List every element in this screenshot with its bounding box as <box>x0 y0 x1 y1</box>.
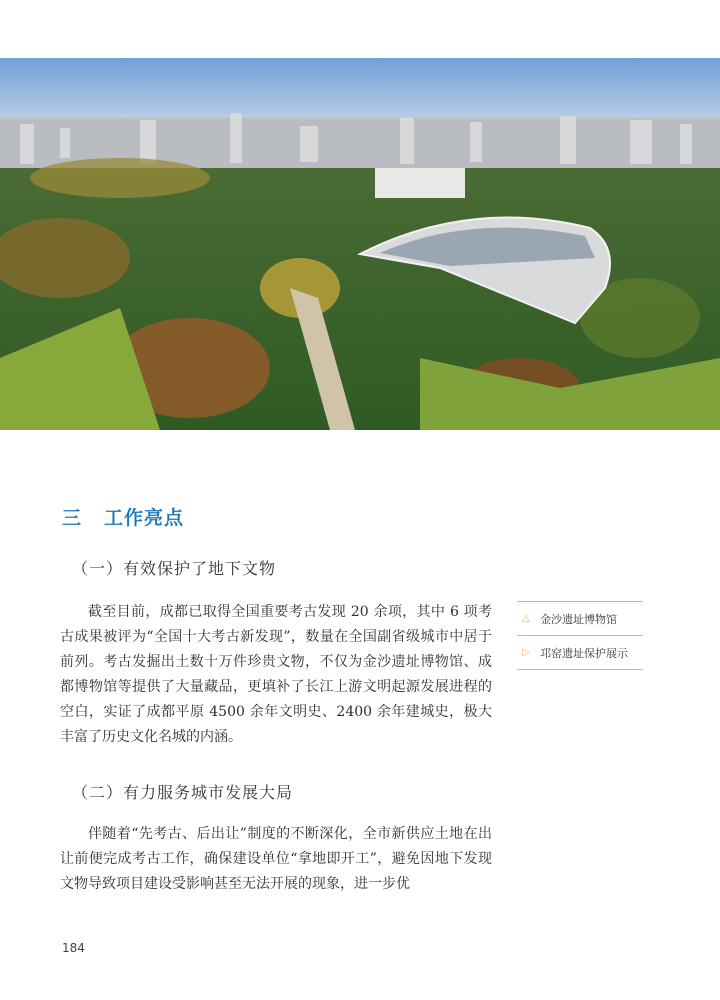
sidebar-item-label: 金沙遗址博物馆 <box>540 612 617 626</box>
section-heading <box>62 503 184 530</box>
triangle-right-outline-icon: ▷ <box>522 647 530 658</box>
aerial-photo-jinsha-museum <box>0 58 720 430</box>
sidebar-item-qiongyao-site[interactable] <box>517 636 643 669</box>
sidebar-item-jinsha-museum[interactable] <box>517 602 643 635</box>
divider <box>517 669 643 670</box>
subsection-heading: （一）有效保护了地下文物 <box>72 559 277 578</box>
page-number: 184 <box>62 941 85 955</box>
sidebar-related-links <box>517 601 643 670</box>
section-title: 工作亮点 <box>104 507 185 529</box>
subsection-heading: （二）有力服务城市发展大局 <box>72 783 294 802</box>
sidebar-item-label: 邛窑遗址保护展示 <box>540 646 628 660</box>
body-paragraph: 伴随着“先考古、后出让”制度的不断深化，全市新供应土地在出让前便完成考古工作，确保建设单位“拿地即开工”，避免因地下发现文物导致项目建设受影响甚至无法开展的现象，进一步优 <box>60 826 492 892</box>
triangle-up-outline-icon: △ <box>522 613 530 624</box>
body-paragraph: 截至目前，成都已取得全国重要考古发现 20 余项，其中 6 项考古成果被评为“全国十大考古新发现”，数量在全国副省级城市中居于前列。考古发掘出土数十万件珍贵文物，不仅为金沙遗址博物馆、成都博物馆等提供了大量藏品，更填补了长江上游文明起源发展进程的空白，实证了成都平原 4500 余年文明史、2400 余年建城史，极大丰富了历史文化名城的内涵。 <box>60 604 492 745</box>
section-number: 三 <box>62 507 83 529</box>
